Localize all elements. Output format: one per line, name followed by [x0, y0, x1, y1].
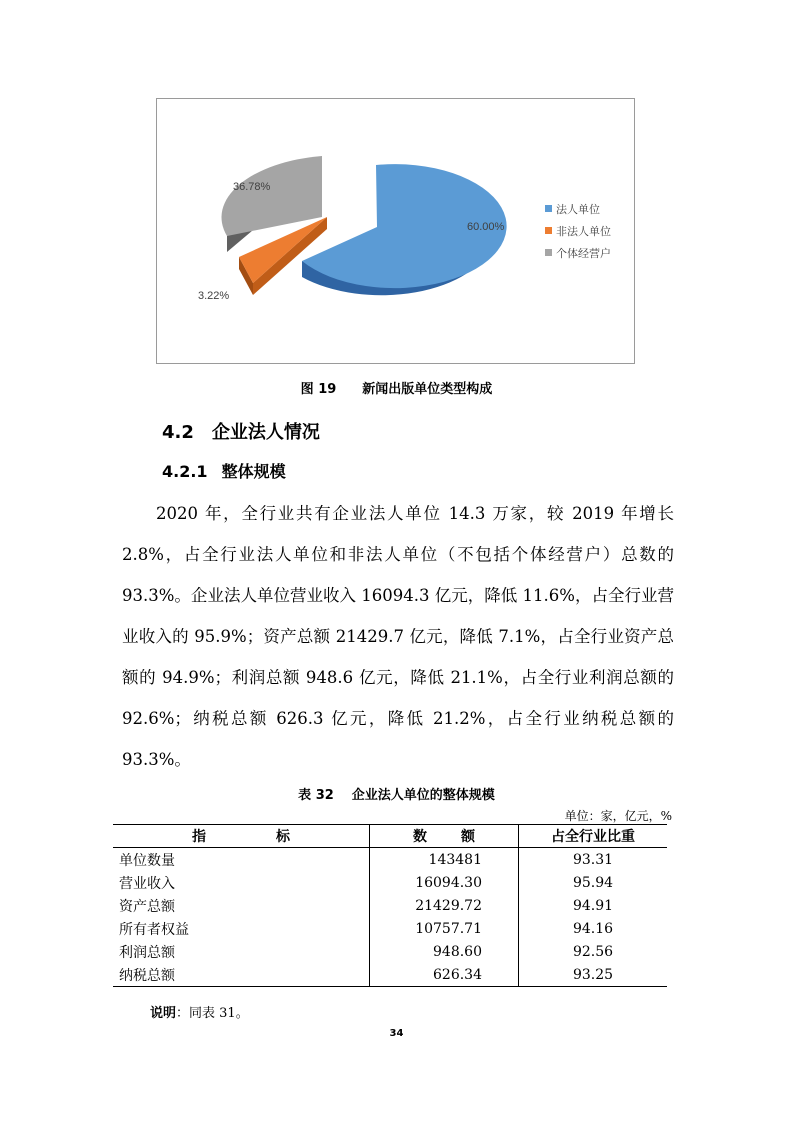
row-share: 93.25 — [519, 963, 668, 987]
row-name: 利润总额 — [119, 944, 175, 961]
figure-title: 新闻出版单位类型构成 — [362, 382, 493, 397]
row-amount: 626.34 — [370, 963, 519, 987]
header-amount-char2: 额 — [461, 829, 475, 845]
header-indicator — [113, 825, 370, 848]
row-amount: 21429.72 — [370, 894, 519, 917]
section-heading — [162, 418, 320, 444]
legend-swatch-individual — [545, 249, 552, 256]
row-name: 单位数量 — [119, 852, 175, 869]
row-name: 所有者权益 — [119, 921, 189, 938]
row-name: 纳税总额 — [113, 963, 370, 987]
row-amount: 948.60 — [370, 940, 519, 963]
row-name: 营业收入 — [119, 875, 175, 892]
note-label: 说明 — [150, 1006, 177, 1021]
legend-label-legal-entity: 法人单位 — [556, 203, 600, 216]
header-indicator-char1: 指 — [192, 829, 206, 845]
row-share: 92.56 — [519, 940, 668, 963]
data-table — [113, 824, 667, 987]
subsection-heading — [162, 459, 286, 482]
table-title: 企业法人单位的整体规模 — [351, 788, 495, 803]
pie-chart — [156, 98, 635, 364]
row-amount: 10757.71 — [370, 917, 519, 940]
page-number: 34 — [389, 1028, 404, 1039]
row-share: 93.31 — [519, 848, 668, 872]
body-paragraph: 2020 年，全行业共有企业法人单位 14.3 万家，较 2019 年增长 2.8%，占全行业法人单位和非法人单位（不包括个体经营户）总数的 93.3%。企业法人单位营业收入 16094.3 亿元，降低 11.6%，占全行业营业收入的 95.9%；资产总额 21429.7 亿元，降低 7.1%，占全行业资产总额的 94.9%；利润总额 948.6 亿元，降低 21.1%，占全行业利润总额的 92.6%；纳税总额 626.3 亿元，降低 21.2%，占全行业纳税总额的 93.3%。 — [122, 504, 674, 769]
header-share: 占全行业比重 — [519, 825, 668, 848]
figure-number: 图 19 — [300, 382, 337, 397]
section-number: 4.2 — [162, 422, 194, 443]
table-row — [113, 894, 667, 917]
table-row — [113, 963, 667, 987]
row-amount: 16094.30 — [370, 871, 519, 894]
table-unit: 单位：家，亿元，% — [564, 809, 672, 823]
table-number: 表 32 — [298, 788, 334, 803]
row-share: 95.94 — [519, 871, 668, 894]
table-header-row — [113, 825, 667, 848]
legend-label-individual: 个体经营户 — [556, 247, 611, 260]
row-name: 资产总额 — [119, 898, 175, 915]
pie-slice-individual — [222, 156, 322, 236]
figure-caption — [0, 378, 793, 397]
table-row — [113, 940, 667, 963]
subsection-number: 4.2.1 — [162, 462, 208, 481]
table-row — [113, 848, 667, 872]
pie-chart-svg — [157, 99, 634, 363]
header-amount — [370, 825, 519, 848]
header-indicator-char2: 标 — [276, 829, 290, 845]
table-caption — [0, 784, 793, 803]
header-amount-char1: 数 — [413, 829, 427, 845]
note-text: ：同表 31。 — [176, 1006, 249, 1021]
table-note — [150, 1002, 249, 1021]
data-label-individual: 36.78% — [233, 181, 271, 193]
row-amount: 143481 — [370, 848, 519, 872]
data-label-non-legal-entity: 3.22% — [198, 290, 230, 302]
table-row — [113, 871, 667, 894]
legend-swatch-legal-entity — [545, 205, 552, 212]
table-row — [113, 917, 667, 940]
data-label-legal-entity: 60.00% — [467, 221, 505, 233]
legend-label-non-legal-entity: 非法人单位 — [556, 225, 611, 238]
legend-swatch-non-legal-entity — [545, 227, 552, 234]
subsection-title: 整体规模 — [221, 462, 286, 481]
section-title: 企业法人情况 — [211, 422, 320, 443]
row-share: 94.91 — [519, 894, 668, 917]
row-share: 94.16 — [519, 917, 668, 940]
